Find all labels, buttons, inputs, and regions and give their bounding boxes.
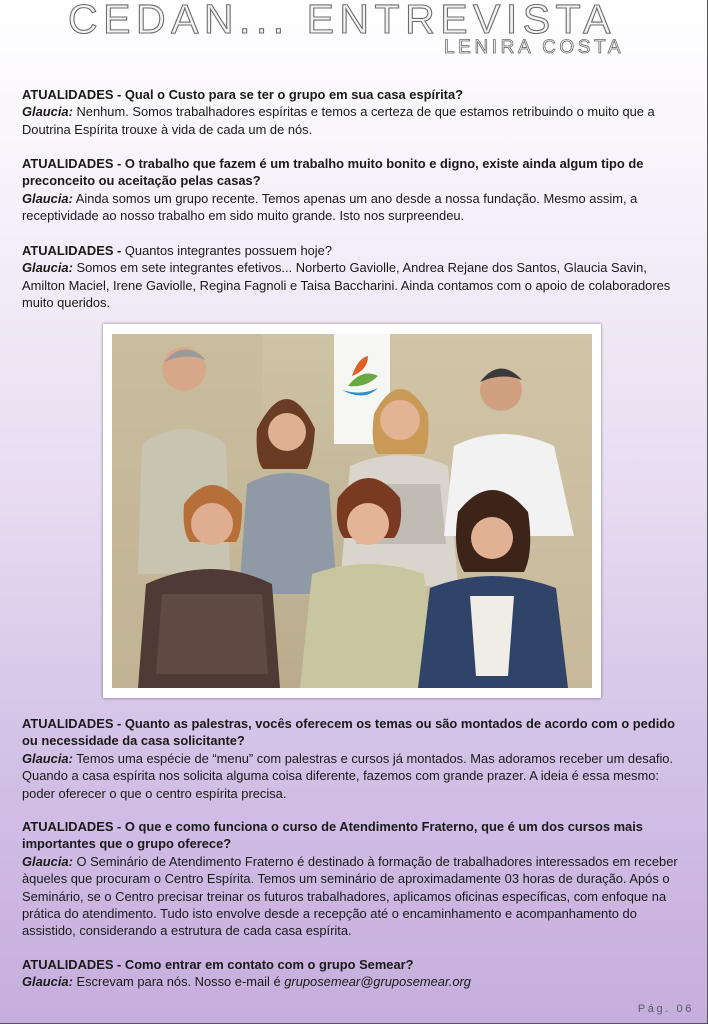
question: ATUALIDADES - O trabalho que fazem é um trabalho muito bonito e digno, existe ainda algum tipo de preconceito ou aceitação pelas casas? [22,156,644,189]
group-photo [103,324,601,698]
speaker-name: Glaucia: [22,104,73,120]
qa-block [22,86,682,138]
page-header [0,0,708,66]
answer [22,103,682,138]
question: ATUALIDADES - O que e como funciona o curso de Atendimento Fraterno, que é um dos cursos mais importantes que o grupo oferece? [22,819,643,852]
qa-block [22,155,682,225]
header-title: CEDAN... ENTREVISTA [68,0,616,42]
speaker-name: Glaucia: [22,260,73,276]
qa-block [22,715,682,802]
answer-text: Nenhum. Somos trabalhadores espíritas e temos a certeza de que estamos retribuindo o muito que a Doutrina Espírita trouxe à vida de cada um de nós. [22,104,655,137]
speaker-name: Glaucia: [22,190,73,206]
answer [22,259,682,311]
question: ATUALIDADES - Como entrar em contato com o grupo Semear? [22,957,414,972]
qa-block [22,242,682,312]
qa-block [22,956,682,991]
header-subtitle: LENIRA COSTA [444,37,625,58]
question: ATUALIDADES - Qual o Custo para se ter o grupo em sua casa espírita? [22,87,464,102]
question: ATUALIDADES - Quanto as palestras, vocês oferecem os temas ou são montados de acordo com o pedido ou necessidade da casa solicitante? [22,716,676,749]
answer-text: Temos uma espécie de “menu” com palestras e cursos já montados. Mas adoramos receber um desafio. Quando a casa espírita nos solicita alguma coisa diferente, fazemos com grande prazer. A ideia é essa mesmo: poder oferecer o que o centro espírita precisa. [22,750,674,801]
answer-text: O Seminário de Atendimento Fraterno é destinado à formação de trabalhadores interessados em receber àqueles que procuram o Centro Espírita. Temos um seminário de aproximadamente 03 horas de duração. Após o Seminário, se o Centro precisar treinar os futuros trabalhadores, aplicamos oficinas específicas, com enfoque na prática do atendimento. Tudo isto envolve desde a recepção até o encaminhamento e acompanhamento do assistido, considerando a estrutura de cada casa espírita. [22,853,678,939]
contact-email: gruposemear@gruposemear.org [284,974,471,990]
answer-text: Somos em sete integrantes efetivos... Norberto Gaviolle, Andrea Rejane dos Santos, Glaucia Savin, Amilton Maciel, Irene Gaviolle, Regina Fagnoli e Taisa Baccharini. Ainda contamos com o apoio de colaboradores muito queridos. [22,260,671,311]
answer [22,853,682,940]
page-number: Pág. 06 [637,1003,694,1015]
speaker-name: Glaucia: [22,853,73,869]
speaker-name: Glaucia: [22,750,73,766]
answer [22,973,682,990]
answer-text: Escrevam para nós. Nosso e-mail é [76,974,281,990]
question [22,242,682,259]
question-text: Quantos integrantes possuem hoje? [124,243,332,258]
speaker-name: Glaucia: [22,974,73,990]
answer-text: Ainda somos um grupo recente. Temos apenas um ano desde a nossa fundação. Mesmo assim, a receptividade ao nosso trabalho em sido muito grande. Isto nos surpreendeu. [22,190,638,224]
answer [22,750,682,802]
qa-block [22,818,682,940]
answer [22,190,682,225]
group-photo-image [112,334,592,688]
question-prefix: ATUALIDADES - [22,243,125,258]
